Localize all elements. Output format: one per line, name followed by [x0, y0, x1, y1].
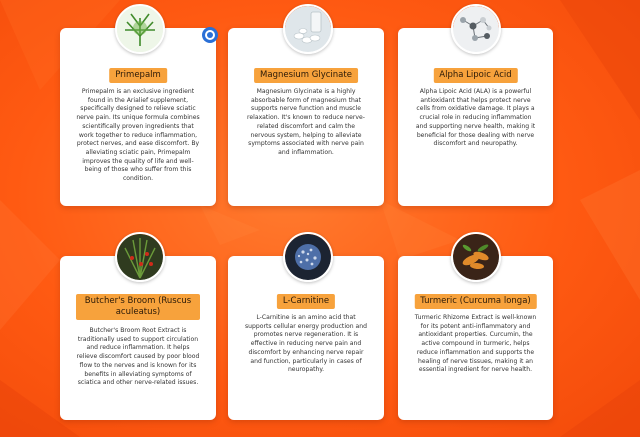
white-pills-icon: [283, 4, 333, 54]
card-title: L-Carnitine: [277, 294, 335, 309]
card-description: Butcher's Broom Root Extract is traditionally used to support circulation and reduce inflammation. It helps relieve discomfort caused by poor blood flow to the nerves and is known for its benefits in alleviating symptoms of sciatica and other nerve-related issues.: [76, 327, 200, 387]
card-description: Primepalm is an exclusive ingredient found in the Arialief supplement, specifically designed to relieve sciatic nerve pain. Its unique formula combines scientifically proven ingredients that work together to reduce inflammation, protect nerves, and ease discomfort. By alleviating sciatic pain, Primepalm improves the quality of life and well-being of those who suffer from this condition.: [76, 88, 200, 183]
card-title: Turmeric (Curcuma longa): [414, 294, 536, 309]
ingredient-card-alpha-lipoic-acid: [398, 28, 553, 206]
turmeric-root-icon: [451, 232, 501, 282]
blue-sphere-icon: [283, 232, 333, 282]
card-title: Butcher's Broom (Ruscus aculeatus): [76, 294, 200, 320]
card-title: Alpha Lipoic Acid: [433, 68, 517, 83]
ingredient-card-magnesium-glycinate: [228, 28, 384, 206]
ingredient-card-primepalm: [60, 28, 216, 206]
berry-plant-icon: [115, 232, 165, 282]
card-title: Magnesium Glycinate: [254, 68, 358, 83]
card-description: Magnesium Glycinate is a highly absorbable form of magnesium that supports nerve function and muscle relaxation. It's known to reduce nerve-related discomfort and calm the nervous system, helping to alleviate symptoms associated with nerve pain and inflammation.: [247, 88, 365, 156]
card-description: L-Carnitine is an amino acid that supports cellular energy production and promotes nerve regeneration. It is effective in reducing nerve pain and discomfort by enhancing nerve repair and function, particularly in cases of neuropathy.: [244, 314, 368, 374]
card-description: Turmeric Rhizome Extract is well-known for its potent anti-inflammatory and antioxidant properties. Curcumin, the active compound in turmeric, helps reduce inflammation and supports the healing of nerve tissues, making it an essential ingredient for nerve health.: [414, 314, 537, 374]
card-description: Alpha Lipoic Acid (ALA) is a powerful antioxidant that helps protect nerve cells from oxidative damage. It plays a crucial role in reducing inflammation and supporting nerve health, making it beneficial for those dealing with nerve discomfort and neuropathy.: [415, 88, 536, 148]
card-title: Primepalm: [109, 68, 167, 83]
molecule-icon: [451, 4, 501, 54]
award-badge-icon: [201, 26, 219, 44]
palm-plant-icon: [115, 4, 165, 54]
